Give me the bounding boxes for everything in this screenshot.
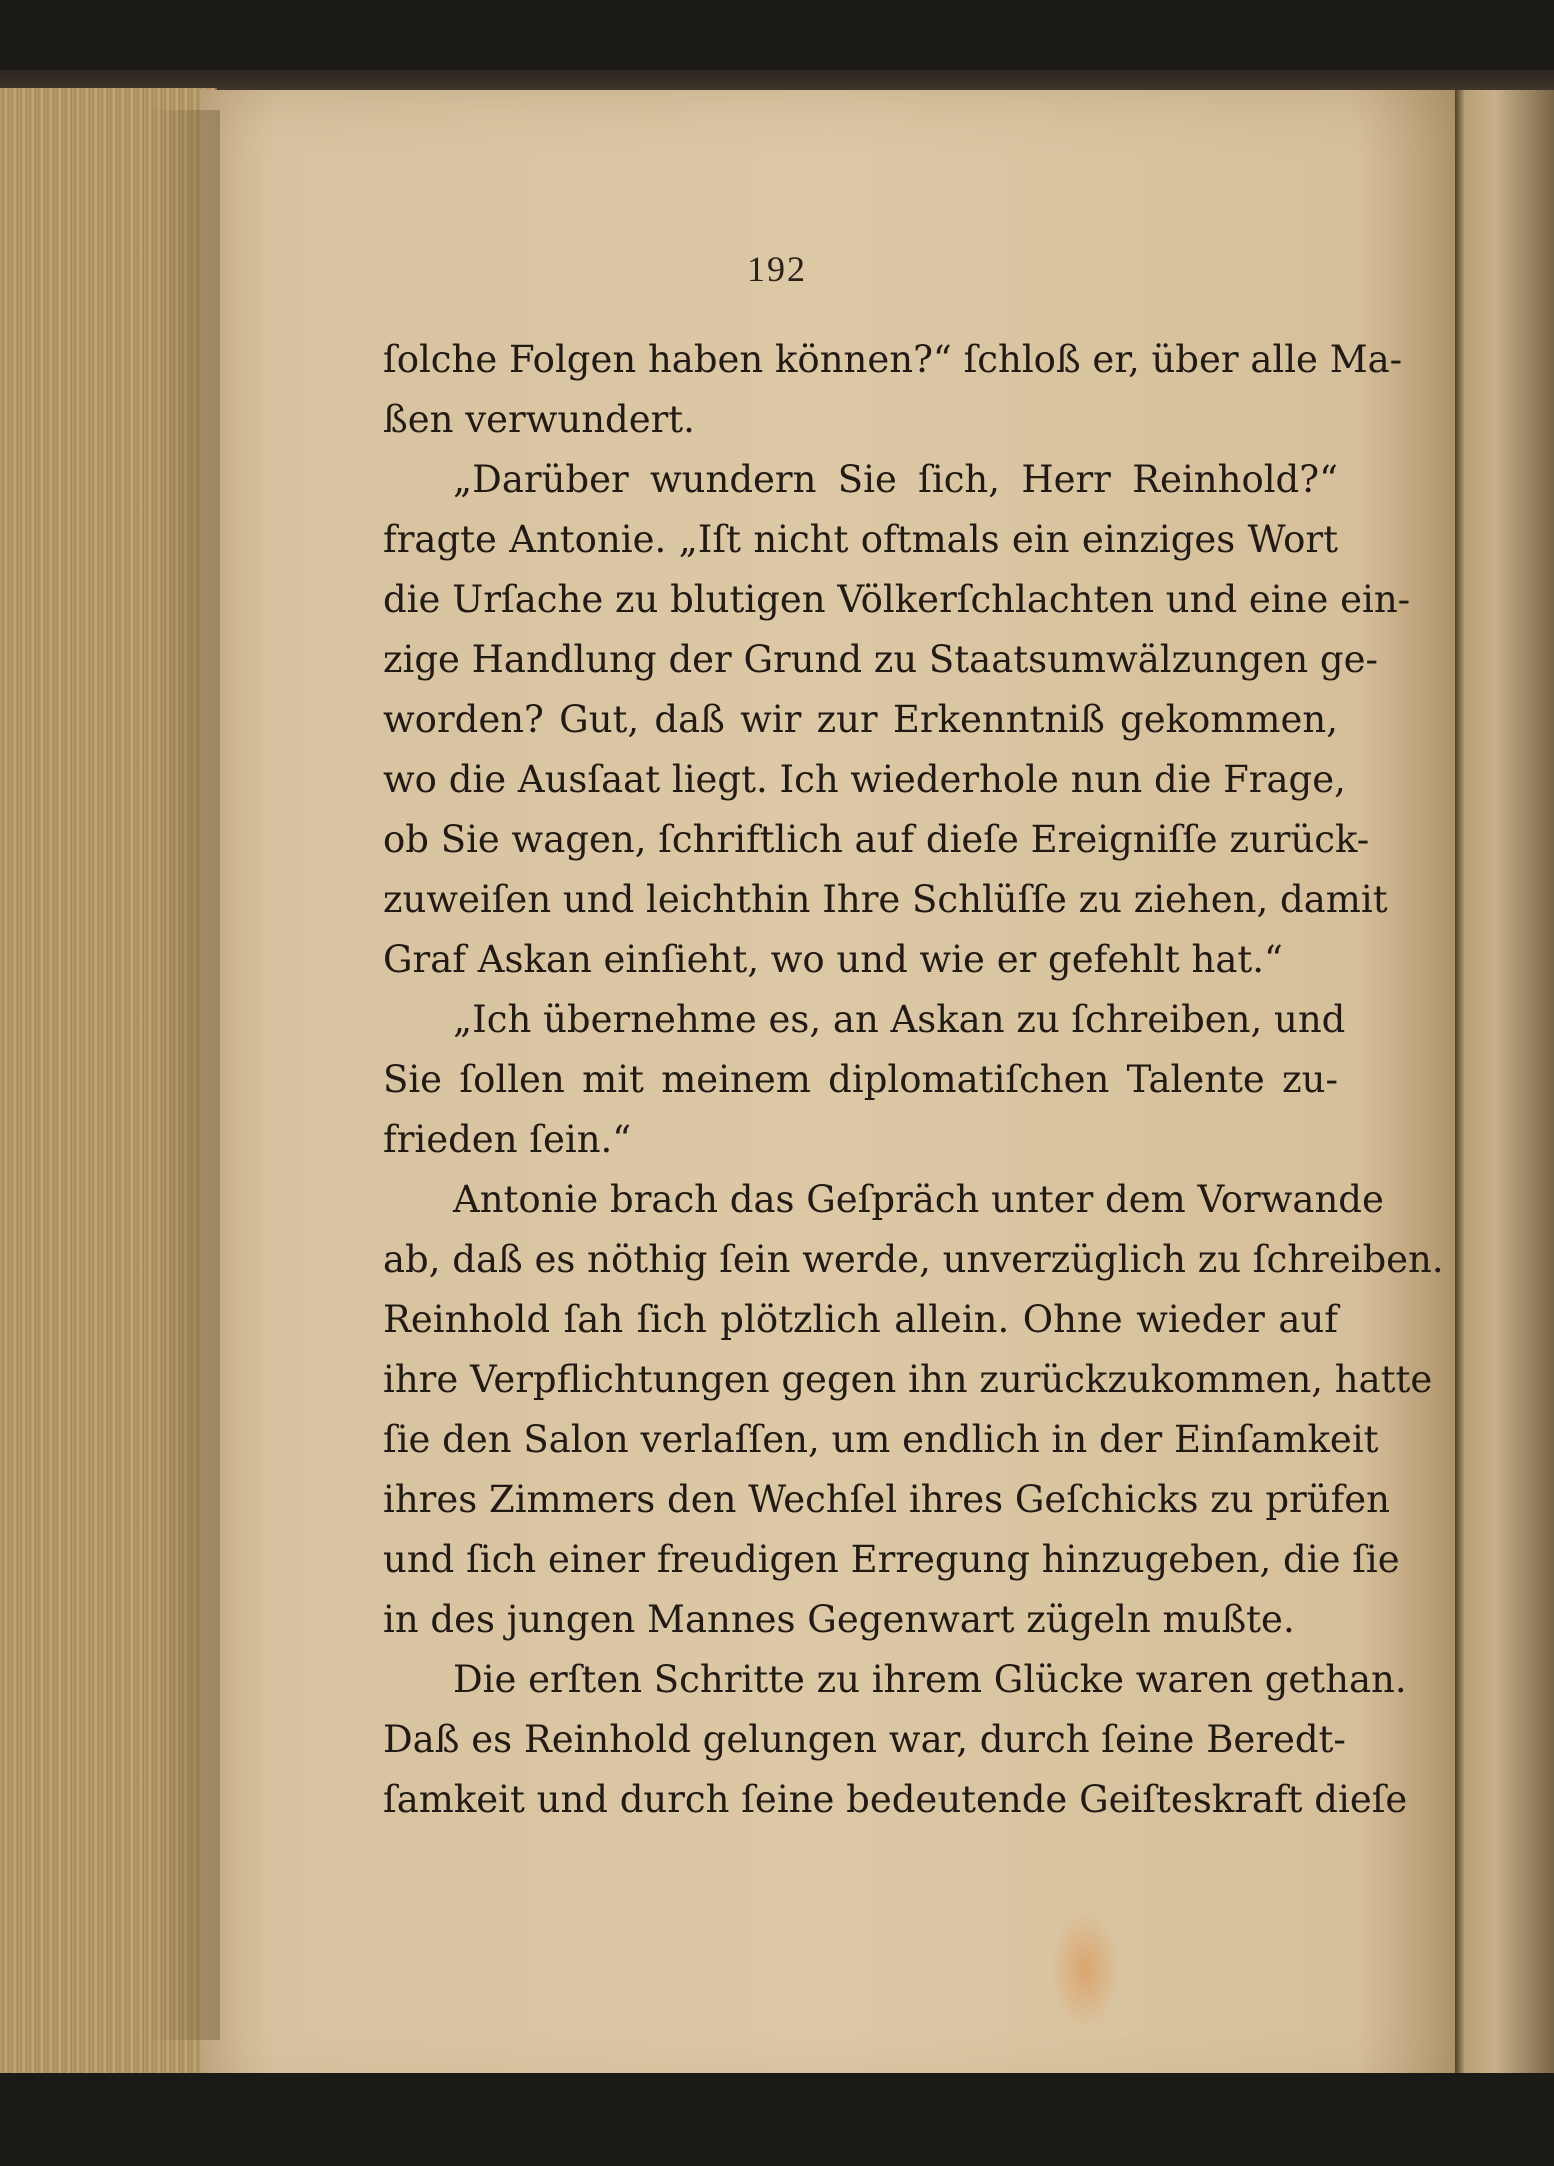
- text-line: ob Sie wagen, ſchriftlich auf dieſe Ereigniſſe zurück-: [383, 818, 1370, 861]
- text-line: fragte Antonie. „Iſt nicht oftmals ein einziges Wort: [383, 518, 1338, 561]
- text-line: zige Handlung der Grund zu Staatsumwälzungen ge-: [383, 638, 1378, 681]
- text-line: ſolche Folgen haben können?“ ſchloß er, über alle Ma-: [383, 338, 1403, 381]
- text-line: Graf Askan einſieht, wo und wie er gefehlt hat.“: [383, 938, 1283, 981]
- text-line: ab, daß es nöthig ſein werde, unverzüglich zu ſchreiben.: [383, 1238, 1444, 1281]
- text-line: Die erſten Schritte zu ihrem Glücke waren gethan.: [453, 1658, 1407, 1701]
- text-line: Sie ſollen mit meinem diplomatiſchen Talente zu-: [383, 1058, 1338, 1101]
- text-line: Antonie brach das Geſpräch unter dem Vorwande: [453, 1178, 1384, 1221]
- body-text: [383, 330, 1444, 1830]
- gutter-shadow: [150, 110, 220, 2040]
- book-gutter-right: [1455, 90, 1554, 2100]
- text-line: in des jungen Mannes Gegenwart zügeln mußte.: [383, 1598, 1295, 1641]
- text-line: ſamkeit und durch ſeine bedeutende Geiſteskraft dieſe: [383, 1778, 1408, 1821]
- text-line: ihre Verpflichtungen gegen ihn zurückzukommen, hatte: [383, 1358, 1433, 1401]
- text-line: zuweiſen und leichthin Ihre Schlüſſe zu ziehen, damit: [383, 878, 1388, 921]
- text-line: „Darüber wundern Sie ſich, Herr Reinhold?“: [453, 458, 1338, 501]
- text-line: Reinhold ſah ſich plötzlich allein. Ohne wieder auf: [383, 1298, 1338, 1341]
- page-stain: [1050, 1910, 1120, 2030]
- page-number: 192: [747, 249, 807, 289]
- book-bottom-edge: [0, 2073, 1554, 2166]
- text-line: Daß es Reinhold gelungen war, durch ſeine Beredt-: [383, 1718, 1346, 1761]
- text-line: frieden ſein.“: [383, 1118, 632, 1161]
- text-line: ihres Zimmers den Wechſel ihres Geſchicks zu prüfen: [383, 1478, 1390, 1521]
- text-line: und ſich einer freudigen Erregung hinzugeben, die ſie: [383, 1538, 1400, 1581]
- text-line: wo die Ausſaat liegt. Ich wiederhole nun die Frage,: [383, 758, 1346, 801]
- text-line: die Urſache zu blutigen Völkerſchlachten und eine ein-: [383, 578, 1411, 621]
- text-line: worden? Gut, daß wir zur Erkenntniß gekommen,: [383, 698, 1338, 741]
- text-line: ßen verwundert.: [383, 398, 695, 441]
- text-line: „Ich übernehme es, an Askan zu ſchreiben, und: [453, 998, 1346, 1041]
- text-line: ſie den Salon verlaſſen, um endlich in der Einſamkeit: [383, 1418, 1379, 1461]
